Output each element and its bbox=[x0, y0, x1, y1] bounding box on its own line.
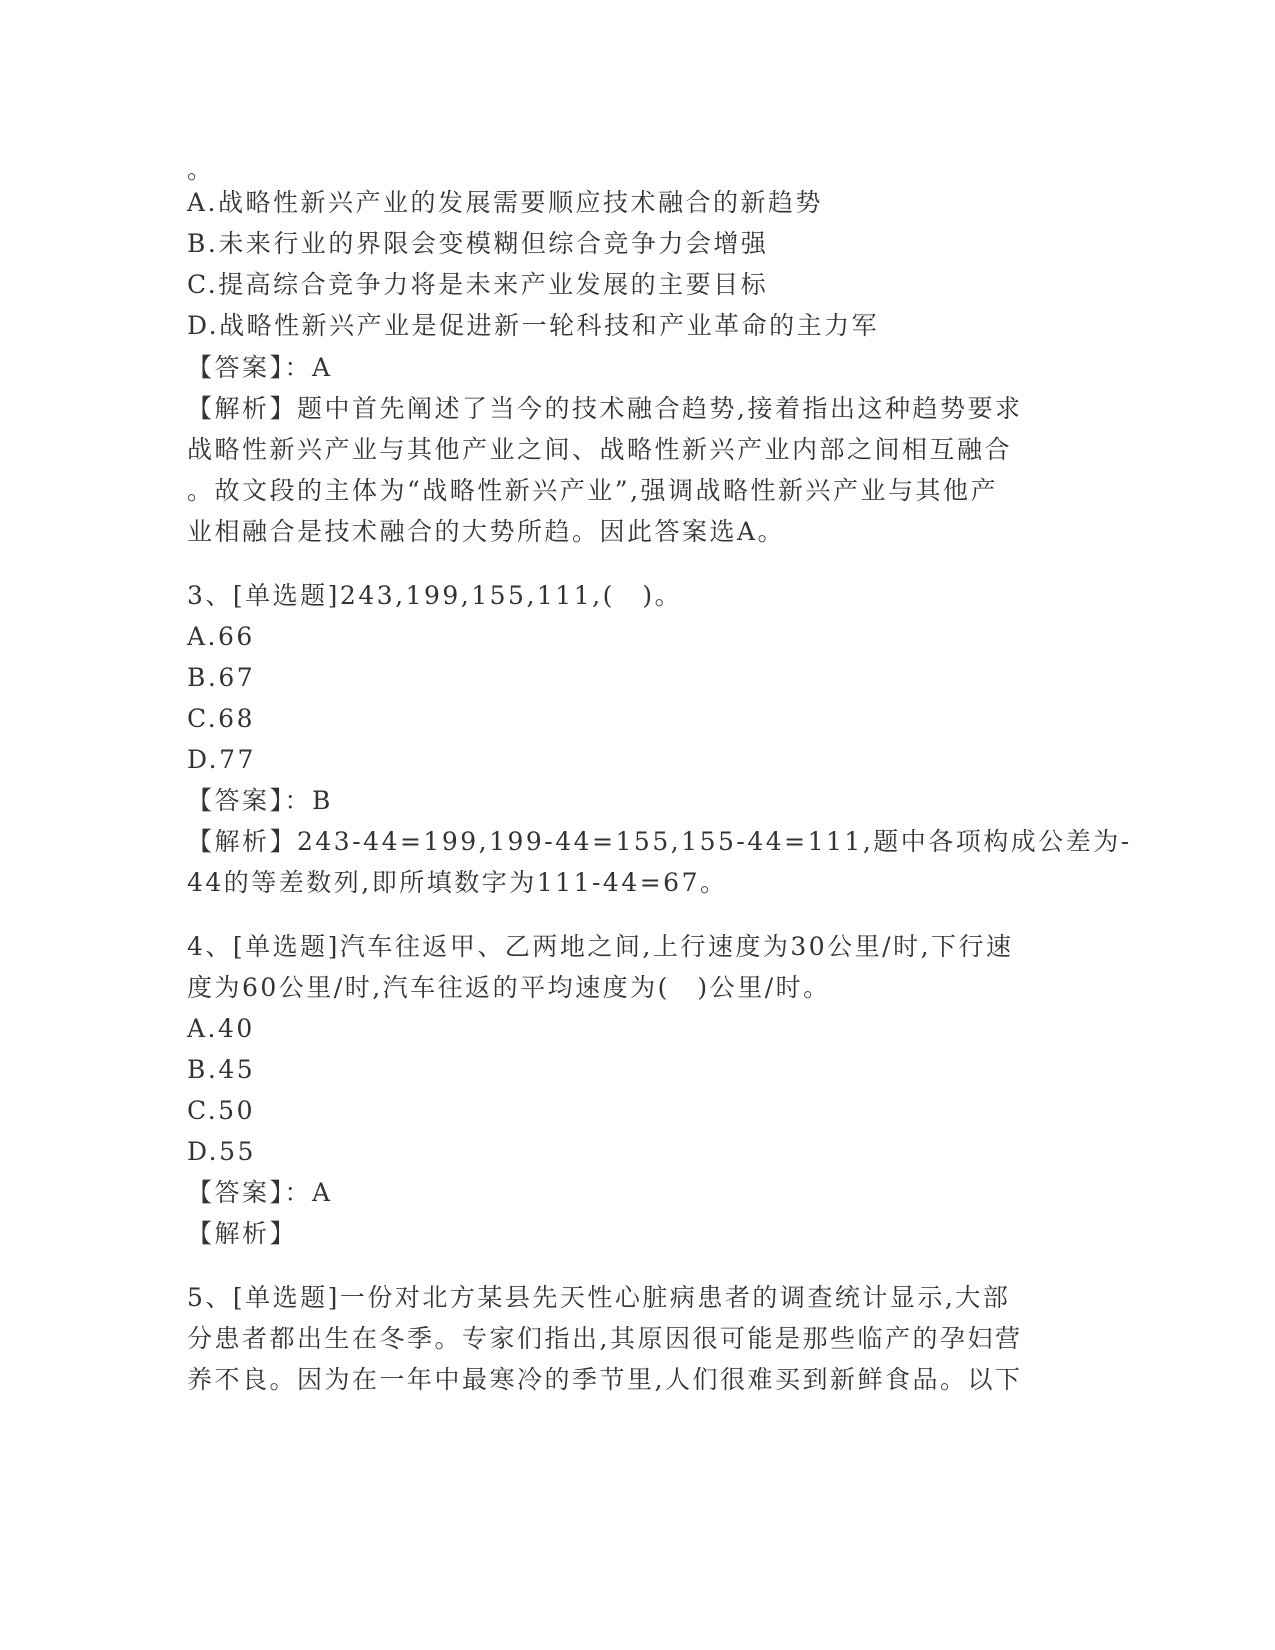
question-2-option-a: A.战略性新兴产业的发展需要顺应技术融合的新趋势 bbox=[187, 188, 824, 217]
question-4-option-a: A.40 bbox=[187, 1014, 255, 1043]
question-2-analysis-line-4: 业相融合是技术融合的大势所趋。因此答案选A。 bbox=[187, 517, 786, 546]
question-2-option-d: D.战略性新兴产业是促进新一轮科技和产业革命的主力军 bbox=[187, 311, 880, 340]
question-3-option-c: C.68 bbox=[187, 704, 255, 733]
question-3-option-d: D.77 bbox=[187, 745, 256, 774]
question-5-stem-line-1: 5、[单选题]一份对北方某县先天性心脏病患者的调查统计显示,大部 bbox=[187, 1283, 1011, 1312]
question-3-analysis-line-1: 【解析】243-44=199,199-44=155,155-44=111,题中各项构成公差为- bbox=[187, 827, 1132, 856]
question-3-option-a: A.66 bbox=[187, 622, 255, 651]
question-3-option-b: B.67 bbox=[187, 663, 256, 692]
question-2-analysis-line-1: 【解析】题中首先阐述了当今的技术融合趋势,接着指出这种趋势要求 bbox=[187, 394, 1023, 423]
question-4-option-c: C.50 bbox=[187, 1096, 255, 1125]
question-4-stem-line-2: 度为60公里/时,汽车往返的平均速度为( )公里/时。 bbox=[187, 973, 831, 1002]
question-2-stem-fragment: 。 bbox=[187, 155, 215, 184]
question-5-stem-line-3: 养不良。因为在一年中最寒冷的季节里,人们很难买到新鲜食品。以下 bbox=[187, 1365, 1023, 1394]
question-5-stem-line-2: 分患者都出生在冬季。专家们指出,其原因很可能是那些临产的孕妇营 bbox=[187, 1324, 1023, 1353]
question-2-analysis-line-3: 。故文段的主体为“战略性新兴产业”,强调战略性新兴产业与其他产 bbox=[187, 476, 999, 505]
question-2-analysis-line-2: 战略性新兴产业与其他产业之间、战略性新兴产业内部之间相互融合 bbox=[187, 435, 1013, 464]
question-4-answer: 【答案】：A bbox=[187, 1178, 333, 1207]
question-4-analysis: 【解析】 bbox=[187, 1219, 298, 1248]
question-2-option-c: C.提高综合竞争力将是未来产业发展的主要目标 bbox=[187, 270, 769, 299]
question-4-stem-line-1: 4、[单选题]汽车往返甲、乙两地之间,上行速度为30公里/时,下行速 bbox=[187, 932, 1014, 961]
question-4-option-b: B.45 bbox=[187, 1055, 256, 1084]
question-3-answer: 【答案】：B bbox=[187, 786, 333, 815]
question-4-option-d: D.55 bbox=[187, 1137, 256, 1166]
question-3-analysis-line-2: 44的等差数列,即所填数字为111-44=67。 bbox=[187, 868, 728, 897]
question-3-stem: 3、[单选题]243,199,155,111,( )。 bbox=[187, 581, 683, 610]
question-2-answer: 【答案】：A bbox=[187, 353, 333, 382]
question-2-option-b: B.未来行业的界限会变模糊但综合竞争力会增强 bbox=[187, 229, 769, 258]
